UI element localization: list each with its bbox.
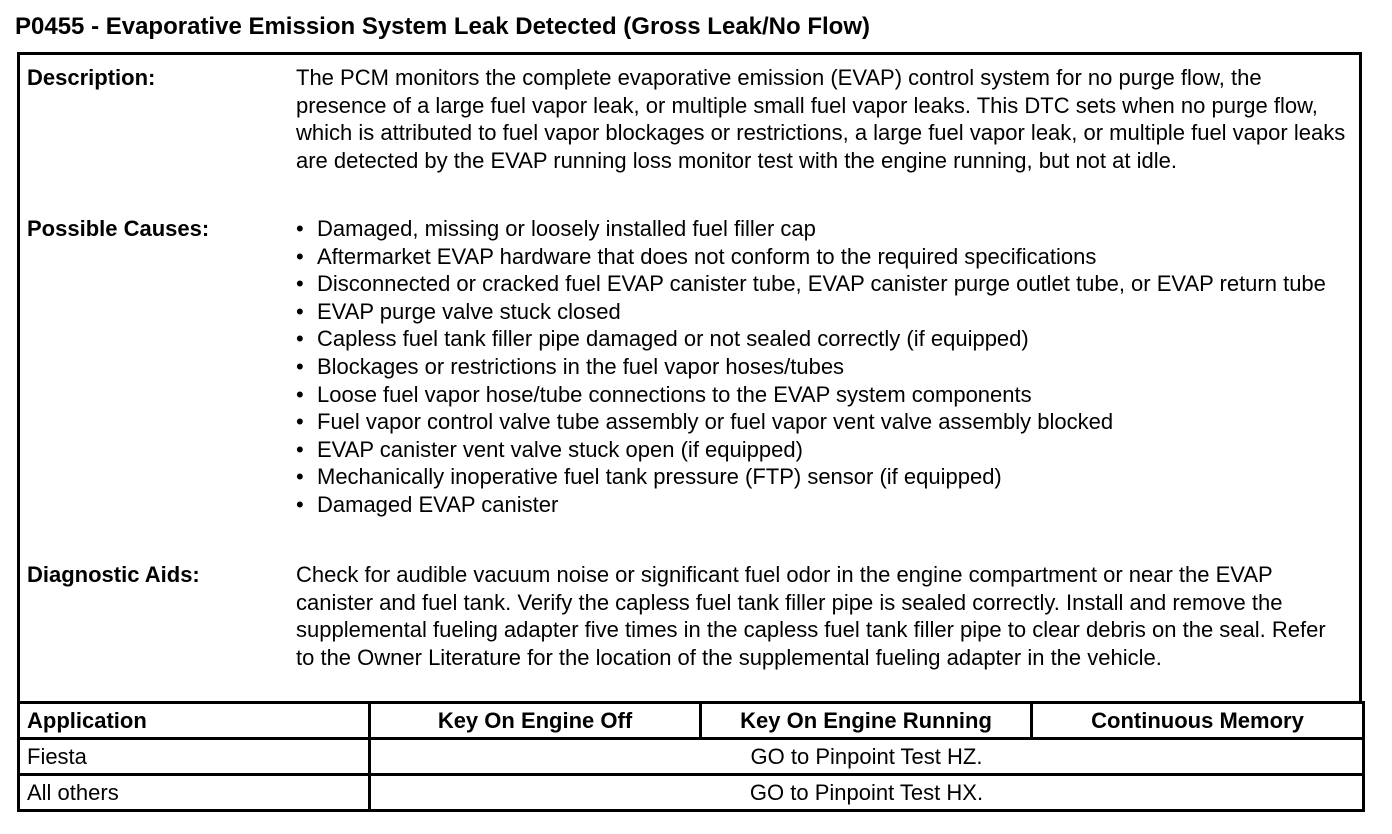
cause-item: [296, 353, 1349, 381]
table-row: [19, 739, 1364, 775]
cause-text: Disconnected or cracked fuel EVAP canister tube, EVAP canister purge outlet tube, or EVAP return tube: [317, 271, 1326, 297]
cause-item: [296, 215, 1349, 243]
pinpoint-test-cell: GO to Pinpoint Test HX.: [370, 775, 1364, 811]
bullet-icon: •: [296, 298, 304, 324]
possible-causes-body: [296, 215, 1349, 519]
possible-causes-label: Possible Causes:: [27, 216, 210, 241]
cause-text: Capless fuel tank filler pipe damaged or not sealed correctly (if equipped): [317, 326, 1029, 352]
description-paragraph: The PCM monitors the complete evaporative emission (EVAP) control system for no purge flow, the presence of a large fuel vapor leak, or multiple small fuel vapor leaks. This DTC sets when no purge flow, which is attributed to fuel vapor blockages or restrictions, a large fuel vapor leak, or multiple fuel vapor leaks are detected by the EVAP running loss monitor test with the engine running, but not at idle.: [296, 65, 1346, 173]
cause-item: [296, 243, 1349, 271]
bullet-icon: •: [296, 271, 304, 297]
bullet-icon: •: [296, 381, 304, 407]
cause-text: EVAP canister vent valve stuck open (if equipped): [317, 436, 803, 462]
diagnostic-aids-text: [296, 561, 1349, 671]
cause-item: [296, 491, 1349, 519]
cause-text: Damaged EVAP canister: [317, 491, 559, 517]
cause-item: [296, 298, 1349, 326]
cause-text: Mechanically inoperative fuel tank pressure (FTP) sensor (if equipped): [317, 464, 1002, 490]
cause-text: Aftermarket EVAP hardware that does not conform to the required specifications: [317, 243, 1097, 269]
cause-text: Damaged, missing or loosely installed fuel filler cap: [317, 216, 816, 241]
diagnostic-aids-paragraph: Check for audible vacuum noise or significant fuel odor in the engine compartment or near the EVAP canister and fuel tank. Verify the capless fuel tank filler pipe is sealed correctly. Install and remove the supplemental fueling adapter five times in the capless fuel tank filler pipe to clear debris on the seal. Refer to the Owner Literature for the location of the supplemental fueling adapter in the vehicle.: [296, 562, 1326, 670]
bullet-icon: •: [296, 353, 304, 379]
header-koer: Key On Engine Running: [701, 703, 1032, 739]
cause-item: [296, 463, 1349, 491]
page-title: P0455 - Evaporative Emission System Leak Detected (Gross Leak/No Flow): [15, 13, 870, 40]
bullet-icon: •: [296, 243, 304, 269]
header-application: Application: [19, 703, 370, 739]
application-cell: Fiesta: [19, 739, 370, 775]
application-table: [17, 701, 1365, 812]
cause-item: [296, 436, 1349, 464]
dtc-info-box: [17, 52, 1362, 702]
cause-text: Fuel vapor control valve tube assembly or fuel vapor vent valve assembly blocked: [317, 409, 1114, 435]
cause-text: Loose fuel vapor hose/tube connections to the EVAP system components: [317, 381, 1032, 407]
header-koeo: Key On Engine Off: [370, 703, 701, 739]
possible-causes-list: [296, 215, 1349, 519]
cause-item: [296, 270, 1349, 298]
cause-text: Blockages or restrictions in the fuel vapor hoses/tubes: [317, 353, 845, 379]
description-text: [296, 64, 1349, 174]
table-header-row: [19, 703, 1364, 739]
pinpoint-test-cell: GO to Pinpoint Test HZ.: [370, 739, 1364, 775]
cause-item: [296, 381, 1349, 409]
bullet-icon: •: [296, 491, 304, 517]
table-row: [19, 775, 1364, 811]
bullet-icon: •: [296, 436, 304, 462]
cause-text: EVAP purge valve stuck closed: [317, 298, 621, 324]
cause-item: [296, 408, 1349, 436]
header-continuous-memory: Continuous Memory: [1032, 703, 1364, 739]
application-cell: All others: [19, 775, 370, 811]
bullet-icon: •: [296, 216, 304, 241]
diagnostic-aids-label: Diagnostic Aids:: [27, 562, 200, 587]
bullet-icon: •: [296, 326, 304, 352]
bullet-icon: •: [296, 464, 304, 490]
cause-item: [296, 325, 1349, 353]
description-label: Description:: [27, 65, 156, 90]
bullet-icon: •: [296, 409, 304, 435]
